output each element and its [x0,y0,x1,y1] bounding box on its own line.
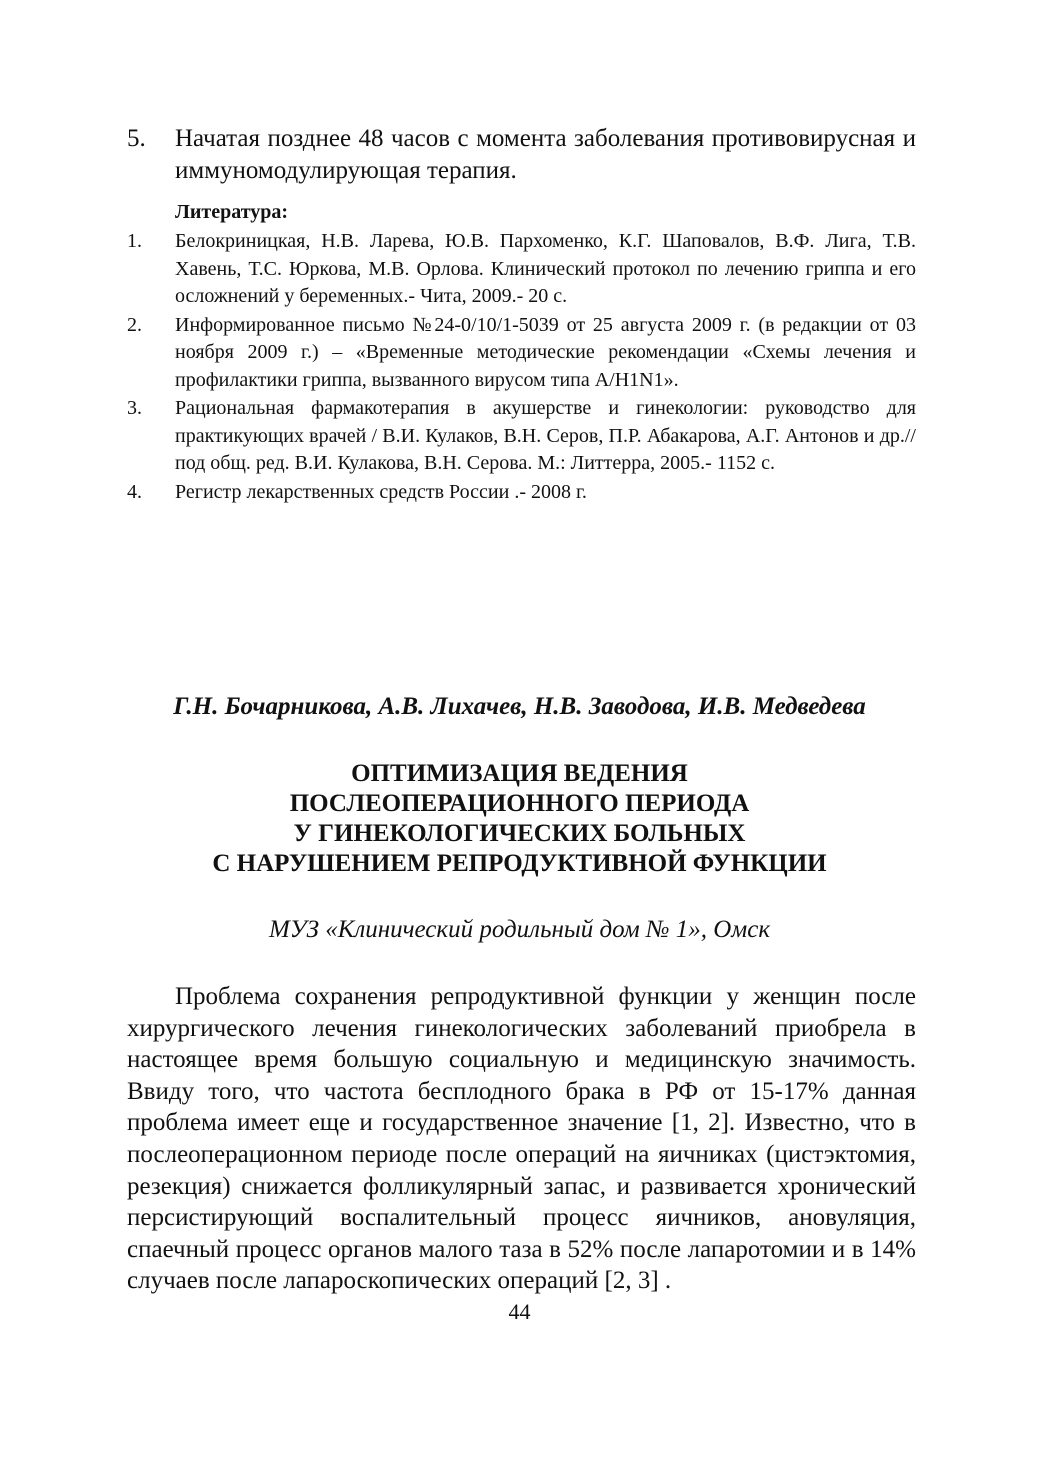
literature-heading: Литература: [175,201,289,223]
article-title-line: ОПТИМИЗАЦИЯ ВЕДЕНИЯ [351,760,688,787]
article-title-line: ПОСЛЕОПЕРАЦИОННОГО ПЕРИОДА [289,790,750,817]
article-authors: Г.Н. Бочарникова, А.В. Лихачев, Н.В. Заводова, И.В. Медведева [173,693,866,720]
reference-text: Информированное письмо №24-0/10/1-5039 от 25 августа 2009 г. (в редакции от 03 ноября 2009 г.) – «Временные методические рекомендации «Схемы лечения и профилактики гриппа, вызванного вирусом типа А/H1N1». [175,313,916,391]
reference-number: 2. [127,313,142,336]
reference-item [127,228,916,311]
article-title-line: С НАРУШЕНИЕМ РЕПРОДУКТИВНОЙ ФУНКЦИИ [212,850,827,877]
reference-number: 3. [127,397,142,419]
article-affiliation: МУЗ «Клинический родильный дом № 1», Омск [268,916,771,943]
reference-item [127,312,916,395]
references-list [127,228,916,507]
page-number: 44 [508,1299,531,1324]
reference-text: Белокриницкая, Н.В. Ларева, Ю.В. Пархоменко, К.Г. Шаповалов, В.Ф. Лига, Т.В. Хавень, Т.С. Юркова, М.В. Орлова. Клинический протокол по лечению гриппа и его осложнений у беременных.- Чита, 2009.- 20 с. [175,230,916,307]
reference-number: 4. [127,480,142,503]
reference-text: Регистр лекарственных средств России .- 2008 г. [175,480,587,503]
article-paragraph: Проблема сохранения репродуктивной функции у женщин после хирургического лечения гинекологических заболеваний приобрела в настоящее время большую социальную и медицинскую значимость. Ввиду того, что частота бесплодного брака в РФ от 15-17% данная проблема имеет еще и государственное значение [1, 2]. Известно, что в послеоперационном периоде после операций на яичниках (цистэктомия, резекция) снижается фолликулярный запас, и развивается хронический персистирующий воспалительный процесс яичников, ановуляция, спаечный процесс органов малого таза в 52% после лапаротомии и в 14% случаев после лапароскопических операций [2, 3] . [127,983,916,1295]
list-item-number: 5. [127,125,146,152]
article-title-line: У ГИНЕКОЛОГИЧЕСКИХ БОЛЬНЫХ [293,820,746,847]
reference-number: 1. [127,230,142,252]
reference-text: Рациональная фармакотерапия в акушерстве и гинекологии: руководство для практикующих врачей / В.И. Кулаков, В.Н. Серов, П.Р. Абакарова, А.Г. Антонов и др.// под общ. ред. В.И. Кулакова, В.Н. Серова. М.: Литтерра, 2005.- 1152 с. [175,397,916,474]
list-item-text: Начатая позднее 48 часов с момента заболевания противовирусная и иммуномодулирующая терапия. [175,125,916,184]
reference-item [127,479,916,507]
list-item-5 [127,123,916,187]
reference-item [127,395,916,478]
article-title [100,759,939,879]
